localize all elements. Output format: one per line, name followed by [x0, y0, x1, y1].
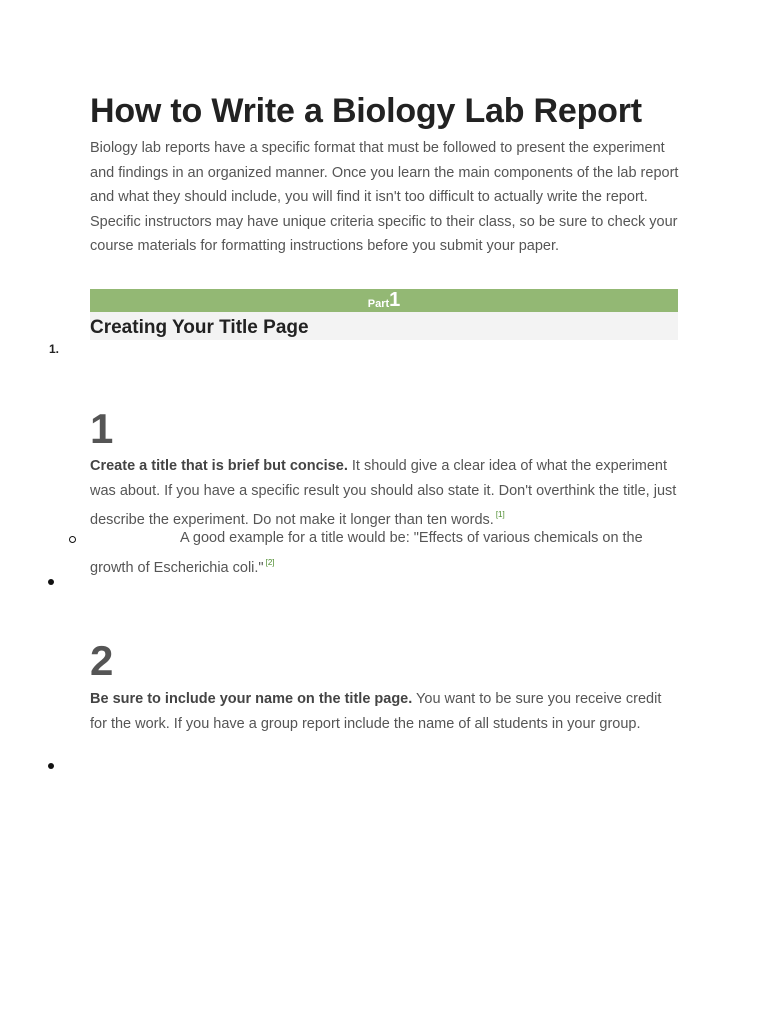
step-1-body: It should give a clear idea of what the experiment was about. If you have a specific result you should also state it. Don't overthink the title, just describe the experiment. Do not make it longer than ten words.	[90, 458, 677, 528]
part-label: Part	[367, 298, 390, 310]
section-title: Creating Your Title Page	[90, 317, 309, 338]
step-2-bold: Be sure to include your name on the title page.	[90, 691, 413, 707]
step-1-sub-text	[90, 526, 680, 580]
step-2-text	[90, 687, 680, 736]
part-banner	[90, 289, 678, 312]
step-1-bold: Create a title that is brief but concise.	[90, 458, 348, 474]
step-2-body: You want to be sure you receive credit for the work. If you have a group report include the name of all students in your group.	[90, 691, 662, 732]
step-number-1: 1	[90, 405, 114, 452]
intro-paragraph: Biology lab reports have a specific format that must be followed to present the experiment and findings in an organized manner. Once you learn the main components of the lab report and what they should include, you will find it isn't too difficult to actually write the report. Specific instructors may have unique criteria specific to their class, so be sure to check your course materials for formatting instructions before you submit your paper.	[90, 140, 679, 254]
bullet-icon	[48, 579, 54, 585]
step-1-sub-body: A good example for a title would be: "Effects of various chemicals on the growth of Escherichia coli."	[90, 530, 643, 576]
page-title: How to Write a Biology Lab Report	[90, 92, 642, 130]
sub-bullet-icon	[69, 536, 76, 543]
part-number: 1	[389, 289, 401, 311]
step-number-2: 2	[90, 637, 114, 684]
reference-link-1[interactable]: [1]	[495, 510, 505, 519]
step-1-text	[90, 454, 680, 533]
reference-link-2[interactable]: [2]	[265, 557, 275, 567]
list-number-marker: 1.	[49, 342, 60, 356]
bullet-icon	[48, 763, 54, 769]
